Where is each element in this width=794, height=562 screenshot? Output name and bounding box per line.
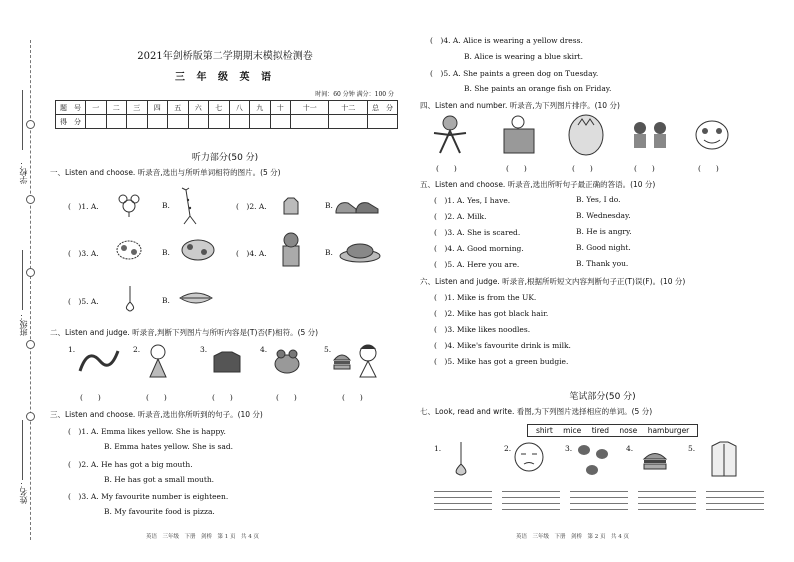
class-field-line xyxy=(22,250,23,310)
score-header-cell: 一 xyxy=(86,101,107,115)
mice-picture xyxy=(572,440,616,480)
s6-q3: ( )3. Mike likes noodles. xyxy=(434,325,531,334)
section-1-heading: 一、Listen and choose. 听录音,选出与所听单词相符的图片。(5 分) xyxy=(50,168,281,177)
score-cell[interactable] xyxy=(329,115,368,129)
s2-answer-5[interactable]: ( ) xyxy=(342,393,363,402)
word-bank xyxy=(527,424,698,437)
s2-answer-4[interactable]: ( ) xyxy=(276,393,297,402)
s2-answer-1[interactable]: ( ) xyxy=(80,393,101,402)
score-cell[interactable] xyxy=(270,115,291,129)
score-header-cell: 六 xyxy=(188,101,209,115)
s3-q3-b: B. My favourite food is pizza. xyxy=(104,507,215,516)
s7-num-2: 2. xyxy=(504,444,512,453)
mouse-toy-picture xyxy=(116,192,142,218)
nose-picture-large xyxy=(450,440,472,478)
s1-q1-b: B. xyxy=(162,201,170,210)
s3-q5-a: ( )5. A. She paints a green dog on Tuesday. xyxy=(430,69,599,78)
answer-lines-1[interactable] xyxy=(434,486,492,510)
s4-answer-4[interactable]: ( ) xyxy=(634,164,655,173)
s5-q1-b: B. Yes, I do. xyxy=(576,195,621,204)
word-bank-item: mice xyxy=(563,426,582,435)
score-header-cell: 题 号 xyxy=(56,101,86,115)
answer-lines-2[interactable] xyxy=(502,486,560,510)
s1-q4-b: B. xyxy=(325,248,333,257)
s2-num-3: 3. xyxy=(200,345,208,354)
s3-q1-a: ( )1. A. Emma likes yellow. She is happy. xyxy=(68,427,226,436)
s6-q5: ( )5. Mike has got a green budgie. xyxy=(434,357,569,366)
s2-num-5: 5. xyxy=(324,345,332,354)
section-7-heading: 七、Look, read and write. 看图,为下列图片选择相应的单词。(5 分) xyxy=(420,407,653,416)
s7-num-1: 1. xyxy=(434,444,442,453)
s7-num-5: 5. xyxy=(688,444,696,453)
monkey-picture xyxy=(430,113,470,155)
roast-chicken-picture xyxy=(338,240,382,264)
footer-left: 英语 三年级 下册 剑桥 第 1 页 共 4 页 xyxy=(146,534,259,540)
answer-lines-3[interactable] xyxy=(570,486,628,510)
answer-lines-4[interactable] xyxy=(638,486,696,510)
score-cell[interactable] xyxy=(209,115,230,129)
section-2-heading: 二、Listen and judge. 听录音,判断下列图片与所听内容是(T)否(F)相符。(5 分) xyxy=(50,328,319,337)
writing-section-title: 笔试部分(50 分) xyxy=(569,392,636,402)
hamburger-picture xyxy=(642,448,668,472)
s5-q5-a: ( )5. A. Here you are. xyxy=(434,260,520,269)
frog-picture xyxy=(272,346,302,376)
listening-section-title: 听力部分(50 分) xyxy=(191,153,259,163)
plant-box-picture xyxy=(280,232,302,268)
score-cell[interactable] xyxy=(229,115,250,129)
score-header-cell: 十一 xyxy=(291,101,329,115)
s7-num-3: 3. xyxy=(565,444,573,453)
binding-margin xyxy=(18,40,48,540)
s4-answer-3[interactable]: ( ) xyxy=(572,164,593,173)
binding-hole xyxy=(26,412,35,421)
s1-q4-label: ( )4. A. xyxy=(236,249,267,258)
boy-picture xyxy=(354,343,382,379)
score-cell[interactable] xyxy=(127,115,148,129)
s5-q5-b: B. Thank you. xyxy=(576,259,629,268)
score-cell[interactable] xyxy=(250,115,271,129)
name-field-line xyxy=(22,420,23,480)
cat-in-circle-picture xyxy=(566,113,606,157)
exam-subtitle: 三 年 级 英 语 xyxy=(175,72,275,83)
word-bank-item: hamburger xyxy=(647,426,690,435)
school-label: 学校： xyxy=(19,160,28,184)
s1-q5-b: B. xyxy=(162,296,170,305)
s2-num-2: 2. xyxy=(133,345,141,354)
s1-q3-label: ( )3. A. xyxy=(68,249,99,258)
s5-q3-a: ( )3. A. She is scared. xyxy=(434,228,521,237)
word-bank-item: shirt xyxy=(536,426,553,435)
section-3-heading: 三、Listen and choose. 听录音,选出你所听到的句子。(10 分) xyxy=(50,410,263,419)
exam-title: 2021年剑桥版第二学期期末模拟检测卷 xyxy=(137,51,313,62)
s2-num-1: 1. xyxy=(68,345,76,354)
s3-q4-b: B. Alice is wearing a blue skirt. xyxy=(464,52,583,61)
left-page xyxy=(50,0,400,562)
answer-lines-5[interactable] xyxy=(706,486,764,510)
tired-face-picture xyxy=(512,440,546,474)
s3-q3-a: ( )3. A. My favourite number is eighteen. xyxy=(68,492,229,501)
s6-q4: ( )4. Mike's favourite drink is milk. xyxy=(434,341,571,350)
s1-q2-b: B. xyxy=(325,201,333,210)
score-header-cell: 四 xyxy=(147,101,168,115)
score-header-cell: 二 xyxy=(106,101,127,115)
shoes-picture xyxy=(334,195,380,215)
s5-q2-b: B. Wednesday. xyxy=(576,211,631,220)
s1-q3-b: B. xyxy=(162,248,170,257)
s5-q2-a: ( )2. A. Milk. xyxy=(434,212,487,221)
score-cell[interactable] xyxy=(368,115,398,129)
class-label: 班级： xyxy=(19,312,28,336)
hamburger-picture-small xyxy=(332,350,352,372)
boy-on-machine-picture xyxy=(498,113,542,157)
worm-picture xyxy=(78,343,122,377)
score-cell[interactable] xyxy=(147,115,168,129)
giraffe-picture xyxy=(178,186,202,226)
shirt-picture-large xyxy=(706,440,742,480)
exam-time-score: 时间：60 分钟 满分：100 分 xyxy=(315,91,394,98)
score-header-cell: 十二 xyxy=(329,101,368,115)
binding-hole xyxy=(26,195,35,204)
section-6-heading: 六、Listen and judge. 听录音,根据所听短文内容判断句子正(T)误(F)。(10 分) xyxy=(420,277,686,286)
s7-num-4: 4. xyxy=(626,444,634,453)
score-header-cell: 十 xyxy=(270,101,291,115)
score-header-cell: 七 xyxy=(209,101,230,115)
name-label: 姓名： xyxy=(19,480,28,504)
section-4-heading: 四、Listen and number. 听录音,为下列图片排序。(10 分) xyxy=(420,101,620,110)
s5-q4-a: ( )4. A. Good morning. xyxy=(434,244,524,253)
word-bank-item: tired xyxy=(591,426,610,435)
word-bank-item: nose xyxy=(619,426,638,435)
s1-q2-label: ( )2. A. xyxy=(236,202,267,211)
s3-q5-b: B. She paints an orange fish on Friday. xyxy=(464,84,612,93)
s4-answer-1[interactable]: ( ) xyxy=(436,164,457,173)
s3-q1-b: B. Emma hates yellow. She is sad. xyxy=(104,442,234,451)
score-header-cell: 九 xyxy=(250,101,271,115)
score-cell[interactable] xyxy=(86,115,107,129)
score-cell[interactable] xyxy=(291,115,329,129)
score-cell[interactable] xyxy=(106,115,127,129)
binding-dashed-line xyxy=(30,40,31,540)
glove-picture xyxy=(280,194,302,216)
s5-q3-b: B. He is angry. xyxy=(576,227,632,236)
s5-q1-a: ( )1. A. Yes, I have. xyxy=(434,196,511,205)
binding-hole xyxy=(26,340,35,349)
face-picture xyxy=(690,118,734,152)
fish-group-picture xyxy=(178,236,218,264)
s2-answer-3[interactable]: ( ) xyxy=(212,393,233,402)
s3-q4-a: ( )4. A. Alice is wearing a yellow dress. xyxy=(430,36,583,45)
mouth-picture xyxy=(178,288,214,308)
score-header-cell: 总 分 xyxy=(368,101,398,115)
s4-answer-5[interactable]: ( ) xyxy=(698,164,719,173)
two-kids-picture xyxy=(628,120,672,150)
section-5-heading: 五、Listen and choose. 听录音,选出所听句子最正确的答语。(10 分) xyxy=(420,180,656,189)
s5-q4-b: B. Good night. xyxy=(576,243,631,252)
binding-hole xyxy=(26,120,35,129)
school-field-line xyxy=(22,90,23,150)
s3-q2-b: B. He has got a small mouth. xyxy=(104,475,215,484)
s6-q1: ( )1. Mike is from the UK. xyxy=(434,293,537,302)
shirt-picture xyxy=(210,350,244,376)
s2-num-4: 4. xyxy=(260,345,268,354)
score-header-cell: 八 xyxy=(229,101,250,115)
score-table xyxy=(55,100,398,129)
score-header-cell: 五 xyxy=(168,101,189,115)
right-page xyxy=(420,0,785,562)
footer-right: 英语 三年级 下册 剑桥 第 2 页 共 4 页 xyxy=(516,534,629,540)
score-header-cell: 三 xyxy=(127,101,148,115)
binding-hole xyxy=(26,268,35,277)
s6-q2: ( )2. Mike has got black hair. xyxy=(434,309,549,318)
girl-picture xyxy=(144,343,176,379)
s4-answer-2[interactable]: ( ) xyxy=(506,164,527,173)
s2-answer-2[interactable]: ( ) xyxy=(146,393,167,402)
score-cell[interactable] xyxy=(188,115,209,129)
s1-q1-label: ( )1. A. xyxy=(68,202,99,211)
nose-picture xyxy=(122,284,138,314)
bugs-picture xyxy=(112,236,146,264)
s3-q2-a: ( )2. A. He has got a big mouth. xyxy=(68,460,193,469)
score-cell[interactable] xyxy=(168,115,189,129)
score-row-label: 得 分 xyxy=(56,115,86,129)
s1-q5-label: ( )5. A. xyxy=(68,297,99,306)
